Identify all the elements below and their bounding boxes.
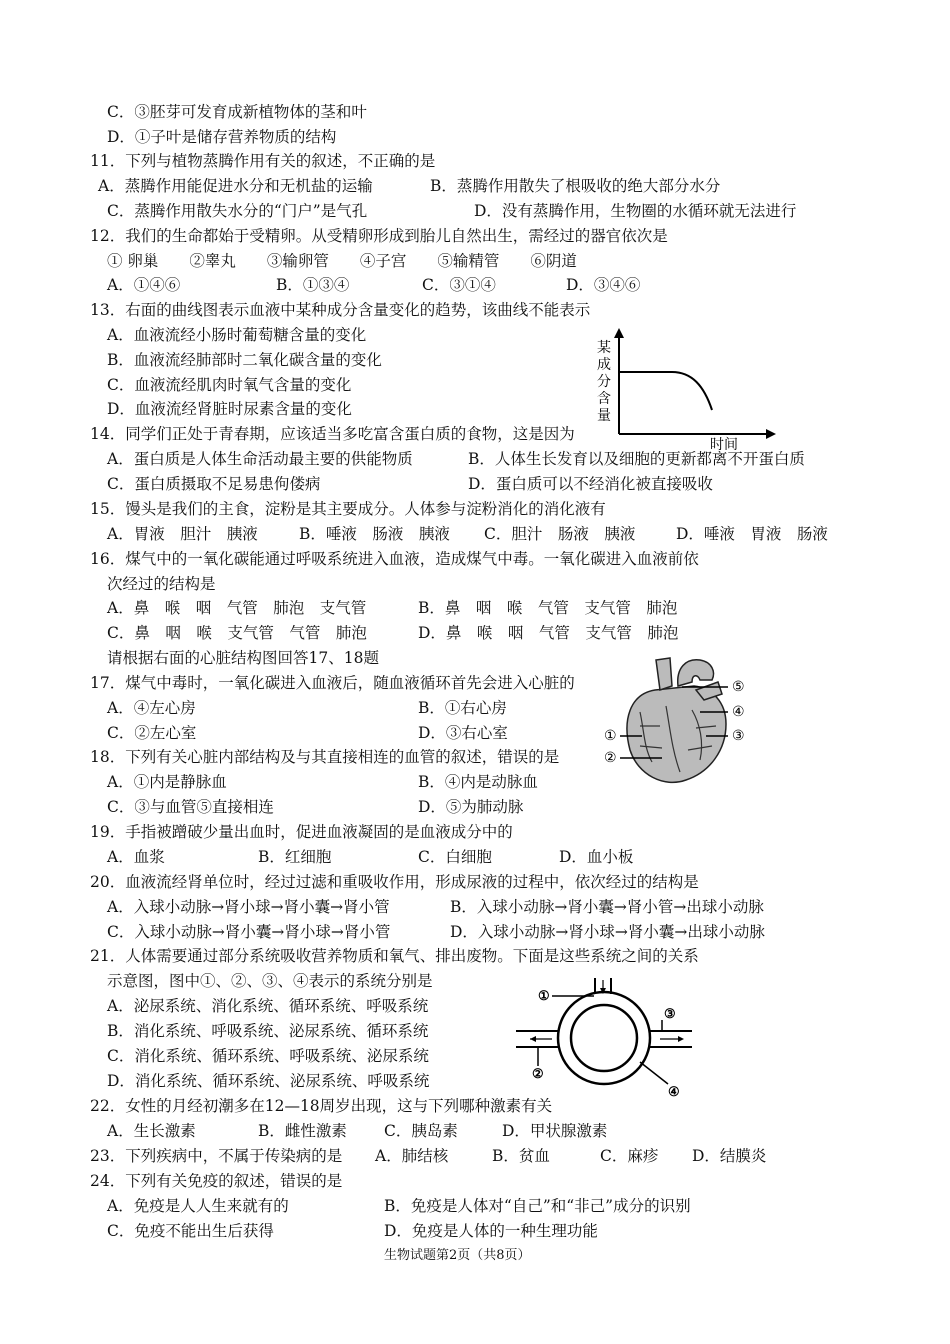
q16-stem: 16．煤气中的一氧化碳能通过呼吸系统进入血液，造成煤气中毒。一氧化碳进入血液前依: [90, 550, 699, 568]
sys-label-3: ③: [664, 1007, 676, 1022]
q12-organs: ① 卵巢 ②睾丸 ③输卵管 ④子宫 ⑤输精管 ⑥阴道: [107, 252, 577, 270]
heart-label-2: ②: [604, 750, 617, 766]
q11-option-d: D．没有蒸腾作用，生物圈的水循环就无法进行: [474, 202, 797, 220]
q10-option-d: D．①子叶是储存营养物质的结构: [107, 128, 337, 146]
q23-option-b: B．贫血: [492, 1147, 550, 1165]
q15-option-c: C．胆汁 肠液 胰液: [484, 525, 636, 543]
q22-option-c: C．胰岛素: [384, 1122, 458, 1140]
q23-option-d: D．结膜炎: [692, 1147, 767, 1165]
q19-option-c: C．白细胞: [418, 848, 492, 866]
page-footer: 生物试题第2页（共8页）: [384, 1248, 531, 1263]
q13-option-a: A．血液流经小肠时葡萄糖含量的变化: [107, 326, 367, 344]
heart-diagram: [600, 650, 770, 790]
q19-stem: 19．手指被蹭破少量出血时，促进血液凝固的是血液成分中的: [90, 823, 513, 841]
q18-option-d: D．⑤为肺动脉: [418, 798, 524, 816]
q16-option-c: C．鼻 咽 喉 支气管 气管 肺泡: [107, 624, 367, 642]
q13-option-d: D．血液流经肾脏时尿素含量的变化: [107, 400, 352, 418]
q22-stem: 22．女性的月经初潮多在12—18周岁出现，这与下列哪种激素有关: [90, 1097, 553, 1115]
q21-stem: 21．人体需要通过部分系统吸收营养物质和氧气、排出废物。下面是这些系统之间的关系: [90, 947, 699, 965]
q11-option-c: C．蒸腾作用散失水分的“门户”是气孔: [107, 202, 368, 220]
heart-body: [627, 686, 726, 782]
q19-option-b: B．红细胞: [258, 848, 332, 866]
q21-option-a: A．泌尿系统、消化系统、循环系统、呼吸系统: [107, 997, 429, 1015]
q15-stem: 15．馒头是我们的主食，淀粉是其主要成分。人体参与淀粉消化的消化液有: [90, 500, 606, 518]
q12-option-d: D．③④⑥: [566, 276, 641, 294]
q21-option-b: B．消化系统、呼吸系统、泌尿系统、循环系统: [107, 1022, 429, 1040]
q24-stem: 24．下列有关免疫的叙述，错误的是: [90, 1172, 343, 1190]
q18-stem: 18．下列有关心脏内部结构及与其直接相连的血管的叙述，错误的是: [90, 748, 560, 766]
q14-option-c: C．蛋白质摄取不足易患佝偻病: [107, 475, 321, 493]
q17-option-c: C．②左心室: [107, 724, 197, 742]
q11-option-b: B．蒸腾作用散失了根吸收的绝大部分水分: [430, 177, 721, 195]
q14-stem: 14．同学们正处于青春期，应该适当多吃富含蛋白质的食物，这是因为: [90, 425, 575, 443]
q24-option-c: C．免疫不能出生后获得: [107, 1222, 274, 1240]
sys-right-arrowhead: [678, 1036, 684, 1042]
q17-stem: 17．煤气中毒时，一氧化碳进入血液后，随血液循环首先会进入心脏的: [90, 674, 575, 692]
q24-option-b: B．免疫是人体对“自己”和“非己”成分的识别: [384, 1197, 691, 1215]
q20-option-d: D．入球小动脉→肾小球→肾小囊→出球小动脉: [450, 923, 765, 941]
sys-left-arrowhead: [530, 1036, 536, 1042]
q20-option-b: B．入球小动脉→肾小囊→肾小管→出球小动脉: [450, 898, 764, 916]
heart-aorta-arch: [678, 660, 714, 686]
q12-option-c: C．③①④: [422, 276, 496, 294]
sys-label-1: ①: [538, 989, 550, 1004]
q23-option-c: C．麻疹: [600, 1147, 659, 1165]
graph-curve: [619, 372, 712, 410]
q12-option-b: B．①③④: [276, 276, 350, 294]
heart-label-4: ④: [732, 704, 745, 720]
system-inner-ring: [571, 1005, 637, 1071]
q16-option-d: D．鼻 喉 咽 气管 支气管 肺泡: [418, 624, 679, 642]
graph-xlabel: 时间: [710, 437, 738, 450]
q10-option-c: C．③胚芽可发育成新植物体的茎和叶: [107, 103, 367, 121]
graph-ylabel-2: 成: [597, 357, 611, 373]
q17-option-b: B．①右心房: [418, 699, 507, 717]
heart-label-5: ⑤: [732, 679, 745, 695]
q14-option-a: A．蛋白质是人体生命活动最主要的供能物质: [107, 450, 413, 468]
graph-ylabel-4: 含: [597, 391, 611, 407]
q17-option-d: D．③右心室: [418, 724, 508, 742]
q21-option-d: D．消化系统、循环系统、泌尿系统、呼吸系统: [107, 1072, 430, 1090]
heart-label-1: ①: [604, 728, 617, 744]
graph-ylabel-3: 分: [597, 374, 611, 390]
q12-option-a: A．①④⑥: [107, 276, 181, 294]
q11-stem: 11．下列与植物蒸腾作用有关的叙述，不正确的是: [90, 152, 436, 170]
sys-label-2: ②: [532, 1067, 544, 1082]
q21-stem-cont: 示意图，图中①、②、③、④表示的系统分别是: [107, 972, 433, 990]
q22-option-b: B．雌性激素: [258, 1122, 347, 1140]
heart-vessel-left: [656, 658, 672, 690]
q15-option-b: B．唾液 肠液 胰液: [299, 525, 450, 543]
q22-option-d: D．甲状腺激素: [502, 1122, 608, 1140]
sys-leader-4: [640, 1062, 668, 1084]
system-relation-diagram: [512, 976, 698, 1100]
q14-option-b: B．人体生长发育以及细胞的更新都离不开蛋白质: [468, 450, 805, 468]
q15-option-a: A．胃液 胆汁 胰液: [107, 525, 258, 543]
graph-x-arrow: [766, 429, 776, 439]
q19-option-a: A．血浆: [107, 848, 165, 866]
q22-option-a: A．生长激素: [107, 1122, 196, 1140]
q16-option-b: B．鼻 咽 喉 气管 支气管 肺泡: [418, 599, 678, 617]
q16-stem-cont: 次经过的结构是: [107, 575, 216, 593]
q17-18-instruction: 请根据右面的心脏结构图回答17、18题: [107, 649, 379, 667]
q19-option-d: D．血小板: [559, 848, 634, 866]
q21-option-c: C．消化系统、循环系统、呼吸系统、泌尿系统: [107, 1047, 429, 1065]
q18-option-a: A．①内是静脉血: [107, 773, 227, 791]
content-curve-graph: [592, 326, 782, 450]
q24-option-d: D．免疫是人体的一种生理功能: [384, 1222, 598, 1240]
q16-option-a: A．鼻 喉 咽 气管 肺泡 支气管: [107, 599, 367, 617]
graph-ylabel-5: 量: [597, 408, 611, 424]
q24-option-a: A．免疫是人人生来就有的: [107, 1197, 289, 1215]
q20-option-c: C．入球小动脉→肾小囊→肾小球→肾小管: [107, 923, 391, 941]
q18-option-b: B．④内是动脉血: [418, 773, 538, 791]
q23-option-a: A．肺结核: [375, 1147, 449, 1165]
q23-stem: 23．下列疾病中，不属于传染病的是: [90, 1147, 343, 1165]
heart-label-3: ③: [732, 728, 745, 744]
graph-ylabel-1: 某: [597, 340, 611, 356]
q20-option-a: A．入球小动脉→肾小球→肾小囊→肾小管: [107, 898, 390, 916]
q11-option-a: A．蒸腾作用能促进水分和无机盐的运输: [98, 177, 373, 195]
q12-stem: 12．我们的生命都始于受精卵。从受精卵形成到胎儿自然出生，需经过的器官依次是: [90, 227, 668, 245]
sys-label-4: ④: [668, 1085, 680, 1100]
q20-stem: 20．血液流经肾单位时，经过过滤和重吸收作用，形成尿液的过程中，依次经过的结构是: [90, 873, 699, 891]
q13-stem: 13．右面的曲线图表示血液中某种成分含量变化的趋势，该曲线不能表示: [90, 301, 591, 319]
q14-option-d: D．蛋白质可以不经消化被直接吸收: [468, 475, 713, 493]
q18-option-c: C．③与血管⑤直接相连: [107, 798, 274, 816]
q17-option-a: A．④左心房: [107, 699, 196, 717]
graph-y-arrow: [614, 328, 624, 338]
q13-option-c: C．血液流经肌肉时氧气含量的变化: [107, 376, 352, 394]
q13-option-b: B．血液流经肺部时二氧化碳含量的变化: [107, 351, 382, 369]
q15-option-d: D．唾液 胃液 肠液: [676, 525, 828, 543]
